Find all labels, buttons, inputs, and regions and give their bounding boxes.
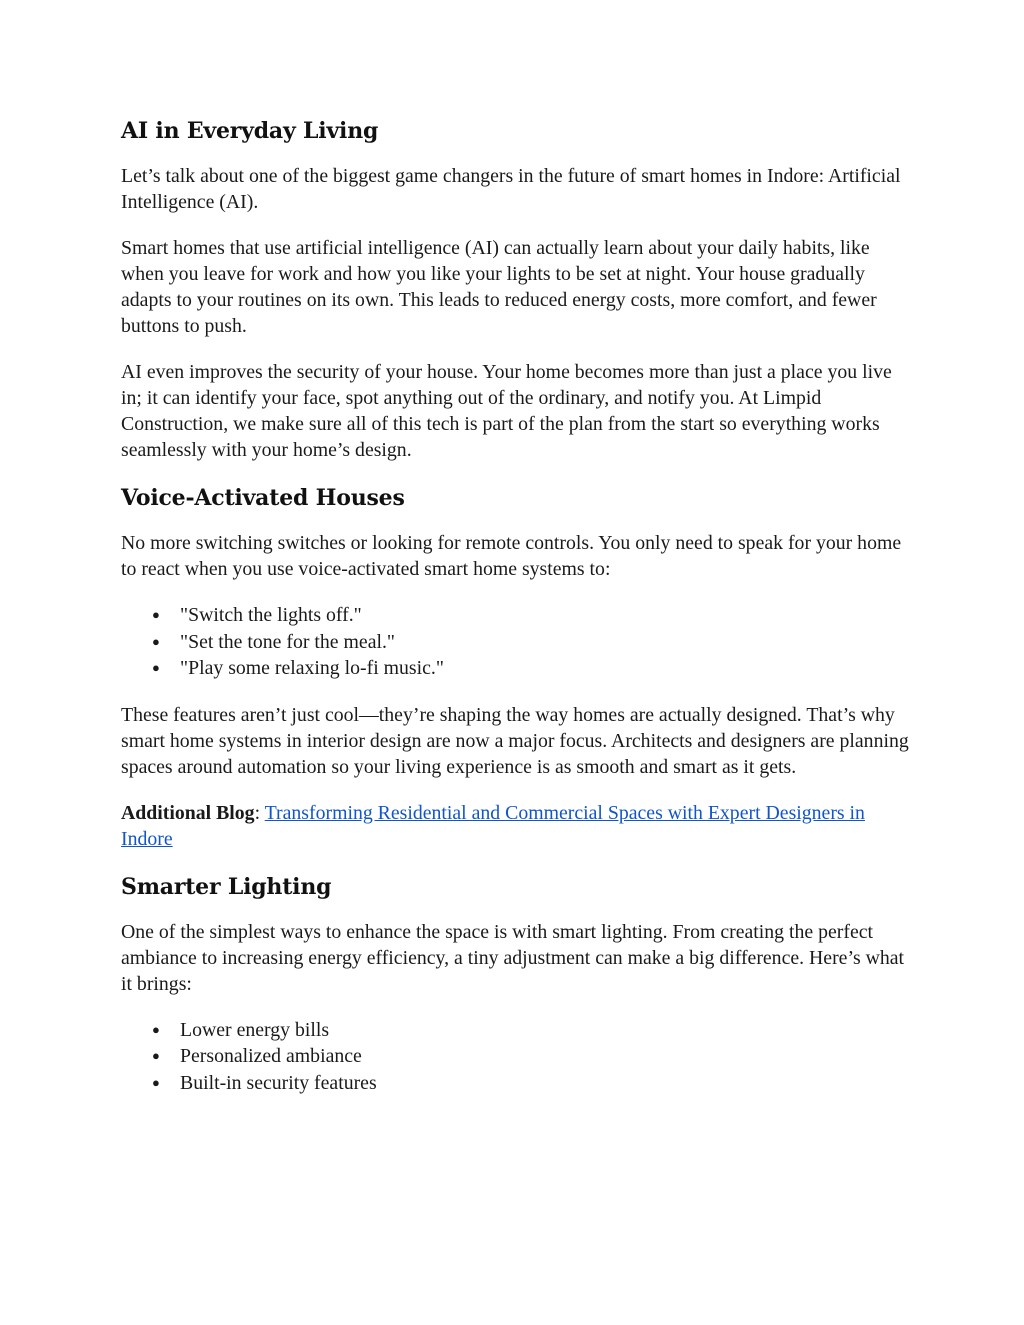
list-item-text: Personalized ambiance — [180, 1045, 362, 1067]
list-item — [121, 629, 911, 656]
list-item-text: Lower energy bills — [180, 1018, 330, 1041]
paragraph-voice-intro: No more switching switches or looking for remote controls. You only need to speak for your home to react when you use voice-activated smart home systems to: — [121, 532, 902, 580]
paragraph-voice-design: These features aren’t just cool—they’re shaping the way homes are actually designed. That’s why smart home systems in interior design are now a major focus. Architects and designers are planning spaces around automation so your living experience is as smooth and smart as it gets. — [121, 703, 909, 778]
bullet-icon: ● — [152, 1048, 160, 1063]
bullet-icon: ● — [152, 633, 160, 649]
lighting-benefits-list — [121, 1017, 911, 1097]
document-page — [121, 116, 911, 1116]
list-item-text: Built-in security features — [180, 1071, 377, 1094]
list-item-text: "Play some relaxing lo-fi music." — [180, 657, 444, 679]
list-item — [121, 655, 911, 682]
additional-blog-link[interactable]: Transforming Residential and Commercial Spaces with Expert Designers in Indore — [121, 801, 865, 850]
bullet-icon: ● — [152, 660, 160, 675]
list-item-text: "Switch the lights off." — [180, 604, 362, 626]
additional-blog-separator: : — [254, 801, 265, 824]
list-item — [121, 1017, 911, 1044]
paragraph-ai-intro: Let’s talk about one of the biggest game changers in the future of smart homes in Indore: Artificial Intelligence (AI). — [121, 165, 901, 213]
list-item — [121, 1043, 911, 1070]
bullet-icon: ● — [152, 1074, 160, 1090]
paragraph-ai-habits: Smart homes that use artificial intelligence (AI) can actually learn about your daily habits, like when you leave for work and how you like your lights to be set at night. Your house gradually adapts to your routines on its own. This leads to reduced energy costs, more comfort, and fewer buttons to push. — [121, 237, 877, 337]
heading-smarter-lighting: Smarter Lighting — [121, 873, 332, 900]
additional-blog-label: Additional Blog — [121, 801, 255, 824]
additional-blog-line — [121, 800, 911, 852]
bullet-icon: ● — [152, 1021, 160, 1037]
voice-commands-list — [121, 602, 911, 682]
heading-voice-activated-houses: Voice-Activated Houses — [121, 485, 405, 511]
list-item — [121, 1070, 911, 1097]
list-item-text: "Set the tone for the meal." — [180, 630, 395, 653]
paragraph-ai-security: AI even improves the security of your house. Your home becomes more than just a place you live in; it can identify your face, spot anything out of the ordinary, and notify you. At Limpid Construction, we make sure all of this tech is part of the plan from the start so everything works seamlessly with your home’s design. — [121, 361, 892, 461]
list-item — [121, 602, 911, 629]
paragraph-lighting-intro: One of the simplest ways to enhance the space is with smart lighting. From creating the perfect ambiance to increasing energy efficiency, a tiny adjustment can make a big difference. Here’s what it brings: — [121, 920, 905, 995]
bullet-icon: ● — [152, 607, 160, 622]
heading-ai-everyday-living: AI in Everyday Living — [121, 118, 379, 144]
